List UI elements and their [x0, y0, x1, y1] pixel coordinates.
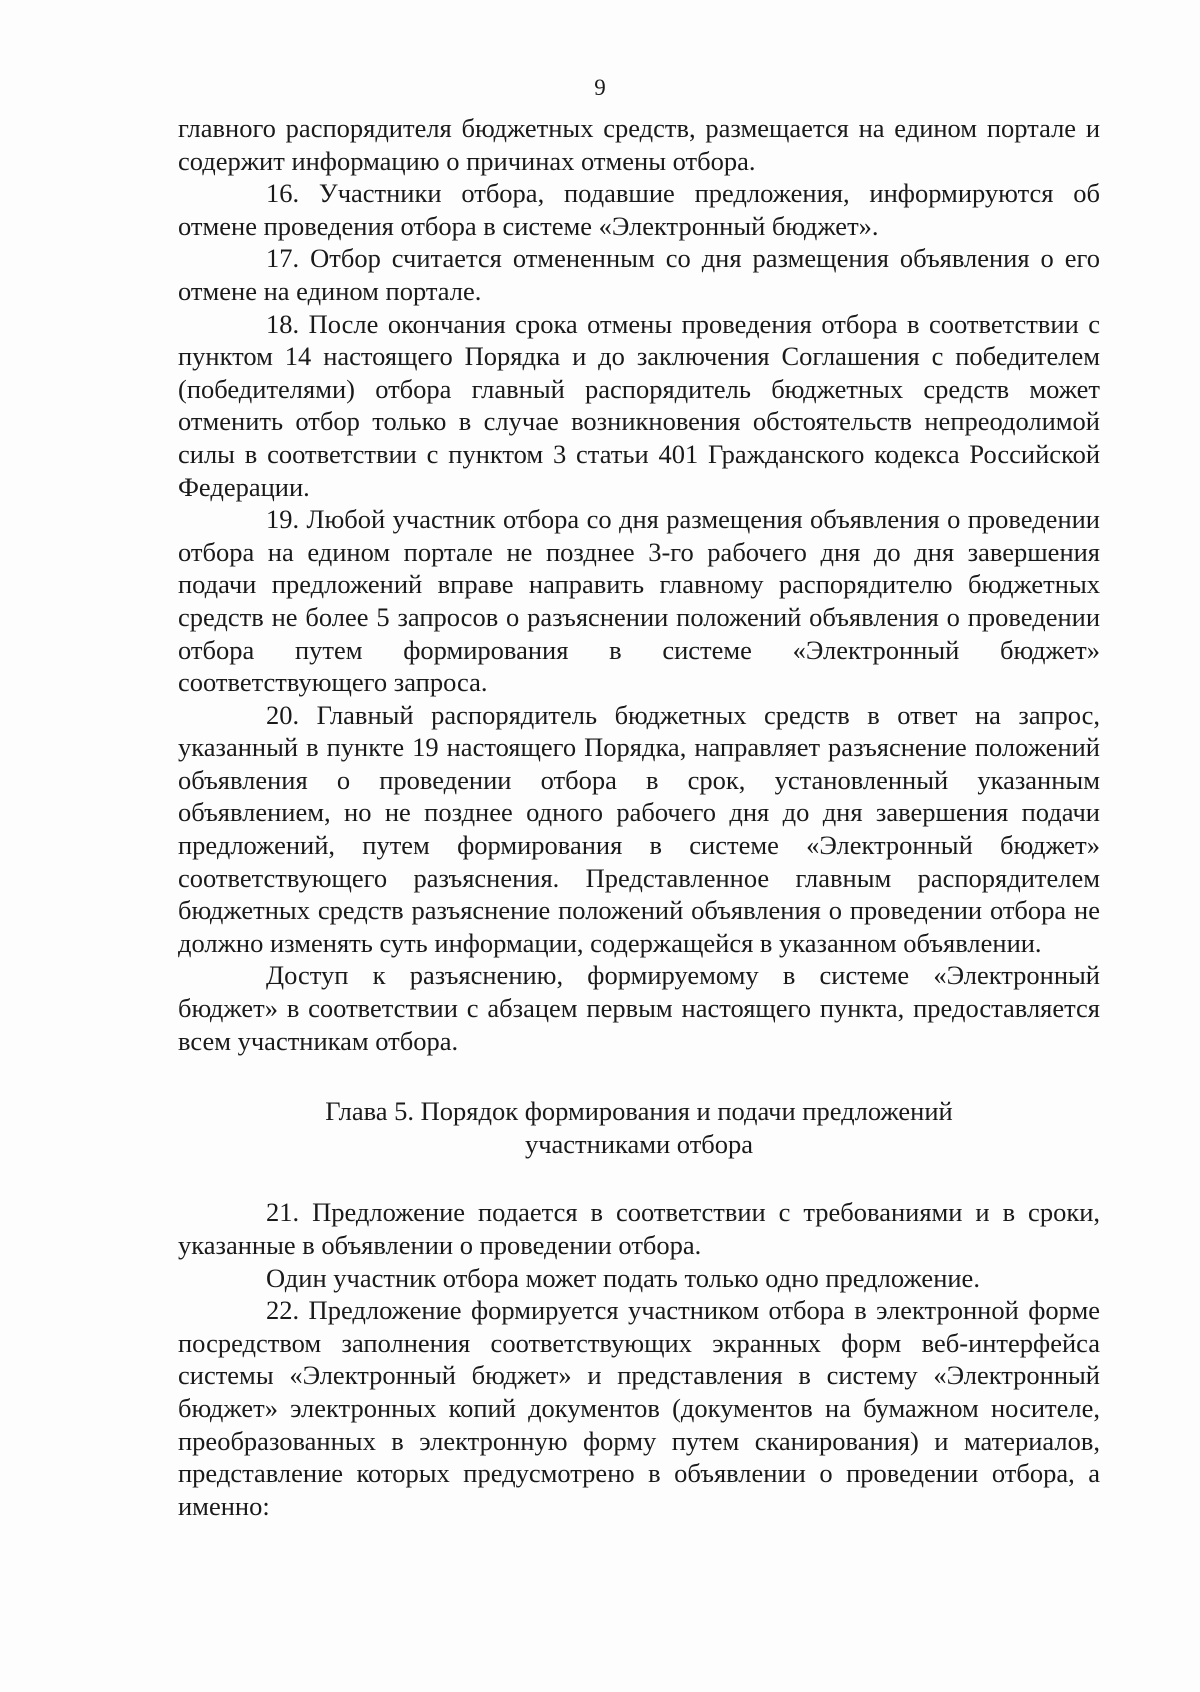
paragraph-continuation: главного распорядителя бюджетных средств, размещается на едином портале и содержит информацию о причинах отмены отбора.	[178, 113, 1100, 176]
chapter-heading-line-2: участниками отбора	[524, 1128, 754, 1159]
paragraph-19: 19. Любой участник отбора со дня размещения объявления о проведении отбора на едином портале не позднее 3-го рабочего дня до дня завершения подачи предложений вправе направить главному распорядителю бюджетных средств не более 5 запросов о разъяснении положений объявления о проведении отбора путем формирования в системе «Электронный бюджет» соответствующего запроса.	[178, 504, 1100, 698]
paragraph-21: 21. Предложение подается в соответствии с требованиями и в сроки, указанные в объявлении о проведении отбора.	[178, 1197, 1100, 1260]
paragraph-20-access: Доступ к разъяснению, формируемому в системе «Электронный бюджет» в соответствии с абзацем первым настоящего пункта, предоставляется всем участникам отбора.	[178, 960, 1100, 1056]
chapter-heading-line-1: Глава 5. Порядок формирования и подачи предложений	[325, 1096, 953, 1127]
document-body	[178, 112, 1100, 1522]
paragraph-18: 18. После окончания срока отмены проведения отбора в соответствии с пунктом 14 настоящего Порядка и до заключения Соглашения с победителем (победителями) отбора главный распорядитель бюджетных средств может отменить отбор только в случае возникновения обстоятельств непреодолимой силы в соответствии с пунктом 3 статьи 401 Гражданского кодекса Российской Федерации.	[178, 308, 1100, 502]
paragraph-16: 16. Участники отбора, подавшие предложения, информируются об отмене проведения отбора в системе «Электронный бюджет».	[178, 178, 1100, 241]
paragraph-21-single-proposal: Один участник отбора может подать только одно предложение.	[266, 1262, 980, 1293]
page-number: 9	[594, 75, 606, 100]
paragraph-20: 20. Главный распорядитель бюджетных средств в ответ на запрос, указанный в пункте 19 настоящего Порядка, направляет разъяснение положений объявления о проведении отбора в срок, установленный указанным объявлением, но не позднее одного рабочего дня до дня завершения подачи предложений, путем формирования в системе «Электронный бюджет» соответствующего разъяснения. Представленное главным распорядителем бюджетных средств разъяснение положений объявления о проведении отбора не должно изменять суть информации, содержащейся в указанном объявлении.	[178, 699, 1100, 958]
chapter-heading	[178, 1095, 1100, 1160]
paragraph-22: 22. Предложение формируется участником отбора в электронной форме посредством заполнения соответствующих экранных форм веб-интерфейса системы «Электронный бюджет» и представления в систему «Электронный бюджет» электронных копий документов (документов на бумажном носителе, преобразованных в электронную форму путем сканирования) и материалов, представление которых предусмотрено в объявлении о проведении отбора, а именно:	[178, 1295, 1100, 1521]
paragraph-17: 17. Отбор считается отмененным со дня размещения объявления о его отмене на едином портале.	[178, 243, 1100, 306]
